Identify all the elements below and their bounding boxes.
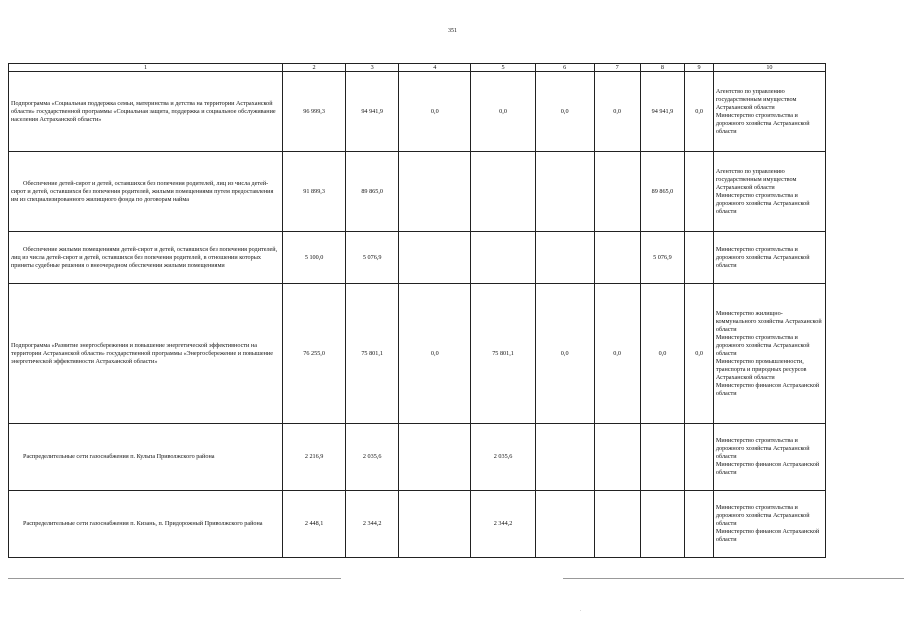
column-header: 6 <box>535 64 594 72</box>
value-cell-c7 <box>594 232 640 284</box>
value-cell-c4 <box>399 491 471 558</box>
value-cell-c2: 5 100,0 <box>283 232 346 284</box>
value-cell-c4 <box>399 424 471 491</box>
responsible-agencies-cell <box>713 232 825 284</box>
agency-name: Министерство строительства и дорожного хозяйства Астраханской области <box>715 111 810 135</box>
responsible-agencies-cell <box>713 152 825 232</box>
value-cell-c6: 0,0 <box>535 284 594 424</box>
value-cell-c5 <box>471 152 535 232</box>
value-cell-c4 <box>399 232 471 284</box>
budget-table <box>8 63 826 558</box>
value-cell-c3: 2 344,2 <box>346 491 399 558</box>
agency-name: Министерство строительства и дорожного хозяйства Астраханской области <box>715 437 810 460</box>
agency-name: Агентство по управлению государственным имуществом Астраханской области <box>715 167 797 191</box>
value-cell-c4 <box>399 152 471 232</box>
agency-name: Министерство финансов Астраханской области <box>715 528 820 543</box>
table-row <box>9 284 826 424</box>
value-cell-c6 <box>535 424 594 491</box>
row-name-cell: Распределительные сети газоснабжения п. Кульпа Приволжского района <box>9 424 283 491</box>
value-cell-c4: 0,0 <box>399 284 471 424</box>
value-cell-c8: 89 865,0 <box>640 152 685 232</box>
column-header: 1 <box>9 64 283 72</box>
value-cell-c2: 76 255,0 <box>283 284 346 424</box>
row-name-cell: Подпрограмма «Социальная поддержка семьи, материнства и детства на территории Астраханской области» государственной программы «Социальная защита, поддержка и социальное обслуживание населения Астраханской области» <box>9 72 283 152</box>
row-name-cell: Обеспечение жилыми помещениями детей-сирот и детей, оставшихся без попечения родителей, лиц из числа детей-сирот и детей, оставшихся без попечения родителей, в отношении которых приняты судебные решения о внеочередном обеспечении жилыми помещениями <box>9 232 283 284</box>
value-cell-c8 <box>640 424 685 491</box>
value-cell-c8 <box>640 491 685 558</box>
responsible-agencies-cell <box>713 424 825 491</box>
value-cell-c9 <box>685 152 714 232</box>
value-cell-c9 <box>685 424 714 491</box>
column-header: 2 <box>283 64 346 72</box>
value-cell-c5: 0,0 <box>471 72 535 152</box>
responsible-agencies-cell <box>713 491 825 558</box>
value-cell-c6 <box>535 491 594 558</box>
value-cell-c6 <box>535 152 594 232</box>
agency-name: Министерство строительства и дорожного хозяйства Астраханской области <box>715 191 810 215</box>
value-cell-c7: 0,0 <box>594 72 640 152</box>
agency-name: Министерство строительства и дорожного хозяйства Астраханской области <box>715 333 810 357</box>
agency-name: Министерство финансов Астраханской области <box>715 461 820 476</box>
value-cell-c2: 2 216,9 <box>283 424 346 491</box>
value-cell-c7 <box>594 152 640 232</box>
page-number: 351 <box>448 28 457 34</box>
table-row <box>9 72 826 152</box>
value-cell-c2: 96 999,3 <box>283 72 346 152</box>
table-row <box>9 491 826 558</box>
table-row <box>9 152 826 232</box>
column-number-row <box>9 64 826 72</box>
value-cell-c6: 0,0 <box>535 72 594 152</box>
row-name-cell: Обеспечение детей-сирот и детей, оставшихся без попечения родителей, лиц из числа детей-сирот и детей, оставшихся без попечения родителей, жилыми помещениями путем предоставления им из специализированного жилищного фонда по договорам найма <box>9 152 283 232</box>
column-header: 5 <box>471 64 535 72</box>
value-cell-c3: 89 865,0 <box>346 152 399 232</box>
agency-name: Министерство промышленности, транспорта и природных ресурсов Астраханской области <box>715 357 807 381</box>
value-cell-c9: 0,0 <box>685 72 714 152</box>
value-cell-c3: 5 076,9 <box>346 232 399 284</box>
column-header: 7 <box>594 64 640 72</box>
value-cell-c9 <box>685 491 714 558</box>
row-name-cell: Подпрограмма «Развитие энергосбережения и повышение энергетической эффективности на территории Астраханской области» государственной программы «Энергосбережение и повышение энергетической эффективности Астраханской области» <box>9 284 283 424</box>
agency-name: Министерство строительства и дорожного хозяйства Астраханской области <box>715 504 810 527</box>
responsible-agencies-cell <box>713 284 825 424</box>
value-cell-c2: 91 899,3 <box>283 152 346 232</box>
agency-name: Министерство финансов Астраханской области <box>715 381 820 397</box>
value-cell-c3: 94 941,9 <box>346 72 399 152</box>
column-header: 10 <box>713 64 825 72</box>
value-cell-c3: 75 801,1 <box>346 284 399 424</box>
value-cell-c5 <box>471 232 535 284</box>
agency-name: Министерство строительства и дорожного хозяйства Астраханской области <box>715 245 810 269</box>
table-row <box>9 232 826 284</box>
agency-name: Министерство жилищно-коммунального хозяйства Астраханской области <box>715 309 822 333</box>
value-cell-c4: 0,0 <box>399 72 471 152</box>
value-cell-c5: 2 035,6 <box>471 424 535 491</box>
value-cell-c5: 2 344,2 <box>471 491 535 558</box>
value-cell-c8: 94 941,9 <box>640 72 685 152</box>
scan-mark: . <box>580 608 582 613</box>
column-header: 3 <box>346 64 399 72</box>
value-cell-c6 <box>535 232 594 284</box>
value-cell-c8: 5 076,9 <box>640 232 685 284</box>
column-header: 8 <box>640 64 685 72</box>
column-header: 4 <box>399 64 471 72</box>
value-cell-c2: 2 448,1 <box>283 491 346 558</box>
agency-name: Агентство по управлению государственным имуществом Астраханской области <box>715 87 797 111</box>
responsible-agencies-cell <box>713 72 825 152</box>
value-cell-c9: 0,0 <box>685 284 714 424</box>
value-cell-c3: 2 035,6 <box>346 424 399 491</box>
value-cell-c8: 0,0 <box>640 284 685 424</box>
value-cell-c7 <box>594 491 640 558</box>
value-cell-c9 <box>685 232 714 284</box>
column-header: 9 <box>685 64 714 72</box>
table-row <box>9 424 826 491</box>
footer-rule-left <box>8 578 341 579</box>
value-cell-c7: 0,0 <box>594 284 640 424</box>
value-cell-c5: 75 801,1 <box>471 284 535 424</box>
footer-rule-right <box>563 578 904 579</box>
row-name-cell: Распределительные сети газоснабжения п. Кизань, п. Придорожный Приволжского района <box>9 491 283 558</box>
value-cell-c7 <box>594 424 640 491</box>
